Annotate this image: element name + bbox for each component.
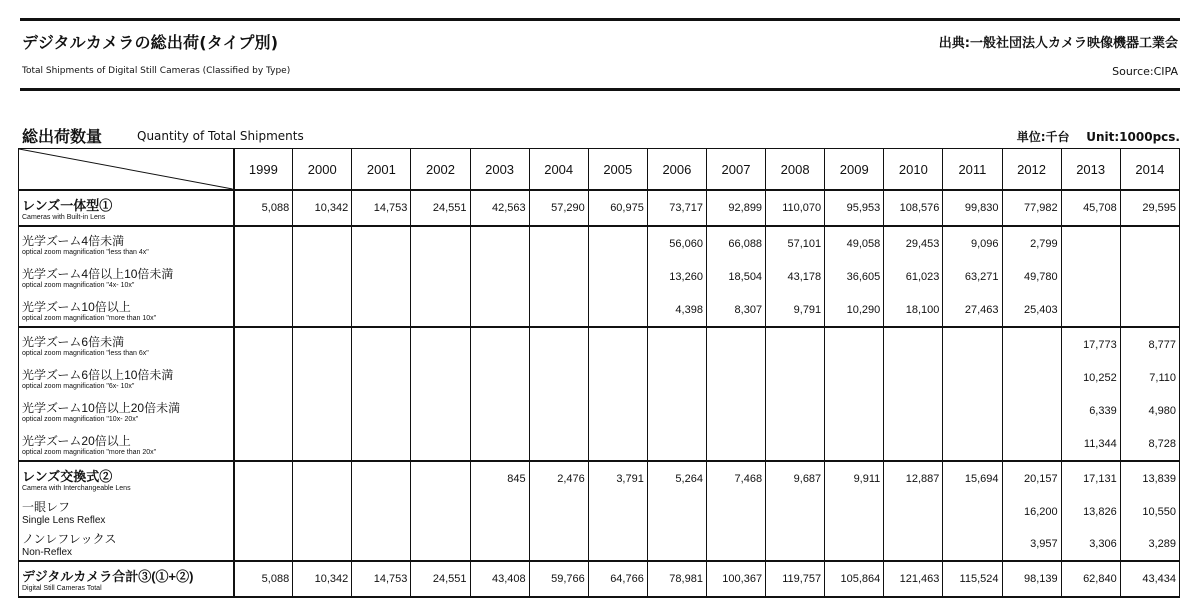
table-cell (470, 361, 529, 394)
table-cell (470, 226, 529, 260)
source-jp: 出典:一般社団法人カメラ映像機器工業会 (938, 36, 1178, 51)
row-label (19, 461, 234, 496)
table-cell: 11,344 (1061, 427, 1120, 461)
table-cell (234, 496, 293, 528)
year-header: 2004 (529, 149, 588, 191)
table-cell (529, 394, 588, 427)
table-cell (234, 528, 293, 561)
table-cell: 27,463 (943, 293, 1002, 327)
table-cell (411, 361, 470, 394)
table-cell: 10,550 (1120, 496, 1179, 528)
row-label-jp: レンズ交換式② (22, 469, 113, 484)
table-cell (647, 496, 706, 528)
table-cell (234, 361, 293, 394)
table-cell: 3,791 (588, 461, 647, 496)
table-cell (470, 394, 529, 427)
table-cell: 43,434 (1120, 561, 1179, 597)
table-cell (352, 427, 411, 461)
row-label-jp: 一眼レフ (22, 500, 71, 514)
table-cell (884, 327, 943, 361)
row-label-jp: デジタルカメラ合計③(①+②) (22, 569, 194, 584)
table-cell (352, 327, 411, 361)
table-cell (293, 427, 352, 461)
table-cell (411, 427, 470, 461)
table-cell (470, 293, 529, 327)
table-cell (647, 394, 706, 427)
table-cell (588, 260, 647, 293)
table-cell (1002, 361, 1061, 394)
table-cell (352, 361, 411, 394)
year-header: 2002 (411, 149, 470, 191)
table-cell (1002, 394, 1061, 427)
table-cell: 57,101 (766, 226, 825, 260)
table-cell: 4,980 (1120, 394, 1179, 427)
table-cell (647, 327, 706, 361)
row-label (19, 528, 234, 561)
table-cell (293, 461, 352, 496)
table-cell (411, 496, 470, 528)
year-header: 2005 (588, 149, 647, 191)
table-cell: 29,453 (884, 226, 943, 260)
year-header: 2012 (1002, 149, 1061, 191)
table-cell: 95,953 (825, 190, 884, 226)
row-label-en: Cameras with Built-in Lens (22, 214, 106, 221)
row-zoom-gt20x (19, 427, 1180, 461)
table-cell (766, 528, 825, 561)
table-cell: 16,200 (1002, 496, 1061, 528)
table-cell (588, 361, 647, 394)
table-cell (766, 427, 825, 461)
table-cell (588, 496, 647, 528)
table-cell: 49,058 (825, 226, 884, 260)
row-zoom-10x-20x (19, 394, 1180, 427)
table-cell (470, 260, 529, 293)
table-cell (529, 226, 588, 260)
table-cell (1002, 427, 1061, 461)
year-header-row (19, 149, 1180, 191)
table-cell (943, 327, 1002, 361)
row-label-en: optical zoom magnification "more than 20x" (22, 448, 157, 456)
row-label-en: optical zoom magnification "6x- 10x" (22, 382, 135, 390)
table-cell (825, 528, 884, 561)
table-cell (234, 260, 293, 293)
table-cell: 121,463 (884, 561, 943, 597)
table-cell: 29,595 (1120, 190, 1179, 226)
table-cell: 18,504 (706, 260, 765, 293)
row-label (19, 327, 234, 361)
row-label (19, 260, 234, 293)
row-label (19, 561, 234, 597)
table-cell: 13,826 (1061, 496, 1120, 528)
table-cell (529, 496, 588, 528)
table-cell: 108,576 (884, 190, 943, 226)
table-cell: 10,290 (825, 293, 884, 327)
table-cell: 2,476 (529, 461, 588, 496)
row-label-jp: 光学ズーム20倍以上 (22, 433, 131, 448)
table-cell (884, 427, 943, 461)
table-cell (293, 361, 352, 394)
table-cell: 110,070 (766, 190, 825, 226)
row-label-en: optical zoom magnification "less than 4x" (22, 248, 149, 256)
table-cell (293, 327, 352, 361)
unit-jp: 単位:千台 (1016, 130, 1070, 144)
table-cell (588, 427, 647, 461)
table-cell: 100,367 (706, 561, 765, 597)
table-cell (825, 361, 884, 394)
table-cell: 92,899 (706, 190, 765, 226)
table-cell (411, 260, 470, 293)
row-label-en: Camera with Interchangeable Lens (22, 485, 131, 492)
row-label-jp: 光学ズーム4倍未満 (22, 233, 125, 248)
row-zoom-lt6x (19, 327, 1180, 361)
table-cell (706, 528, 765, 561)
table-cell (1061, 260, 1120, 293)
table-cell: 36,605 (825, 260, 884, 293)
row-label-jp: 光学ズーム10倍以上20倍未満 (22, 400, 181, 415)
table-cell: 61,023 (884, 260, 943, 293)
table-cell: 12,887 (884, 461, 943, 496)
table-cell (1061, 293, 1120, 327)
table-cell: 15,694 (943, 461, 1002, 496)
table-cell (352, 260, 411, 293)
year-header: 2006 (647, 149, 706, 191)
table-cell (884, 528, 943, 561)
row-non-reflex (19, 528, 1180, 561)
table-cell (293, 528, 352, 561)
year-header: 2000 (293, 149, 352, 191)
table-cell (825, 427, 884, 461)
row-label-jp: 光学ズーム4倍以上10倍未満 (22, 266, 174, 281)
table-cell (352, 293, 411, 327)
row-label-en: Non-Reflex (22, 547, 73, 558)
row-label (19, 190, 234, 226)
year-header: 2014 (1120, 149, 1179, 191)
table-cell (411, 293, 470, 327)
table-cell: 3,957 (1002, 528, 1061, 561)
table-cell: 43,178 (766, 260, 825, 293)
table-cell: 99,830 (943, 190, 1002, 226)
row-zoom-4x-10x (19, 260, 1180, 293)
table-cell (1061, 226, 1120, 260)
table-cell (234, 327, 293, 361)
table-cell: 9,791 (766, 293, 825, 327)
table-cell: 9,096 (943, 226, 1002, 260)
table-cell (411, 327, 470, 361)
table-cell (884, 394, 943, 427)
table-cell: 24,551 (411, 561, 470, 597)
table-cell: 8,307 (706, 293, 765, 327)
year-header: 2013 (1061, 149, 1120, 191)
table-cell: 77,982 (1002, 190, 1061, 226)
table-cell: 57,290 (529, 190, 588, 226)
shipments-table (18, 148, 1180, 598)
table-cell: 5,264 (647, 461, 706, 496)
table-cell (588, 293, 647, 327)
table-cell (588, 394, 647, 427)
row-single-lens-reflex (19, 496, 1180, 528)
table-cell (943, 496, 1002, 528)
row-label-en: optical zoom magnification "4x- 10x" (22, 281, 135, 289)
table-cell (706, 327, 765, 361)
table-cell: 78,981 (647, 561, 706, 597)
table-cell (943, 361, 1002, 394)
table-cell (293, 226, 352, 260)
table-cell (825, 394, 884, 427)
table-cell: 9,687 (766, 461, 825, 496)
table-cell (766, 361, 825, 394)
table-cell: 8,728 (1120, 427, 1179, 461)
row-label-jp: 光学ズーム10倍以上 (22, 299, 131, 314)
table-cell (411, 461, 470, 496)
year-header: 2008 (766, 149, 825, 191)
table-cell (647, 361, 706, 394)
table-cell: 20,157 (1002, 461, 1061, 496)
table-cell (352, 394, 411, 427)
corner-cell (19, 149, 234, 191)
table-cell (293, 260, 352, 293)
table-cell (825, 327, 884, 361)
table-cell (588, 528, 647, 561)
row-label (19, 427, 234, 461)
table-cell: 7,468 (706, 461, 765, 496)
year-header: 2009 (825, 149, 884, 191)
row-label (19, 226, 234, 260)
table-cell (766, 327, 825, 361)
unit-label (1017, 128, 1180, 145)
table-cell (1120, 293, 1179, 327)
page-title-jp: デジタルカメラの総出荷(タイプ別) (22, 33, 279, 52)
year-header: 1999 (234, 149, 293, 191)
row-interchangeable-lens (19, 461, 1180, 496)
table-cell: 13,260 (647, 260, 706, 293)
table-cell: 17,131 (1061, 461, 1120, 496)
table-cell (588, 327, 647, 361)
row-label-jp: 光学ズーム6倍未満 (22, 334, 125, 349)
table-cell: 24,551 (411, 190, 470, 226)
table-cell (943, 528, 1002, 561)
table-cell (706, 394, 765, 427)
source-en: Source:CIPA (1112, 65, 1178, 78)
row-label-jp: 光学ズーム6倍以上10倍未満 (22, 367, 174, 382)
table-cell (470, 427, 529, 461)
section-title-jp: 総出荷数量 (22, 127, 103, 146)
table-cell (529, 260, 588, 293)
table-cell (647, 528, 706, 561)
table-cell (884, 361, 943, 394)
table-cell: 8,777 (1120, 327, 1179, 361)
table-cell (529, 528, 588, 561)
table-cell (352, 226, 411, 260)
table-cell (1120, 260, 1179, 293)
table-cell: 10,342 (293, 561, 352, 597)
table-cell: 119,757 (766, 561, 825, 597)
table-cell (1002, 327, 1061, 361)
table-cell: 43,408 (470, 561, 529, 597)
row-label-en: optical zoom magnification "10x- 20x" (22, 415, 139, 423)
table-cell (706, 361, 765, 394)
table-cell (234, 394, 293, 427)
table-cell: 115,524 (943, 561, 1002, 597)
table-cell: 59,766 (529, 561, 588, 597)
table-cell (352, 461, 411, 496)
table-cell: 98,139 (1002, 561, 1061, 597)
table-cell: 10,342 (293, 190, 352, 226)
table-cell: 3,289 (1120, 528, 1179, 561)
top-rule (20, 18, 1180, 21)
table-cell (411, 528, 470, 561)
table-cell: 49,780 (1002, 260, 1061, 293)
table-cell (825, 496, 884, 528)
row-label-jp: ノンレフレックス (22, 532, 117, 546)
row-zoom-gt10x (19, 293, 1180, 327)
diagonal-line (19, 149, 233, 189)
row-zoom-6x-10x (19, 361, 1180, 394)
table-cell (529, 293, 588, 327)
table-cell: 64,766 (588, 561, 647, 597)
table-cell: 60,975 (588, 190, 647, 226)
table-cell: 9,911 (825, 461, 884, 496)
table-cell (411, 394, 470, 427)
table-cell: 3,306 (1061, 528, 1120, 561)
table-cell (470, 528, 529, 561)
row-label-en: Single Lens Reflex (22, 515, 106, 526)
table-cell: 4,398 (647, 293, 706, 327)
table-cell (766, 394, 825, 427)
unit-en: Unit:1000pcs. (1086, 130, 1180, 144)
table-cell: 10,252 (1061, 361, 1120, 394)
row-label (19, 293, 234, 327)
table-cell: 62,840 (1061, 561, 1120, 597)
table-cell: 6,339 (1061, 394, 1120, 427)
table-cell: 105,864 (825, 561, 884, 597)
year-header: 2010 (884, 149, 943, 191)
page-title-en: Total Shipments of Digital Still Cameras (Classified by Type) (22, 66, 291, 76)
table-cell (529, 327, 588, 361)
table-cell: 66,088 (706, 226, 765, 260)
table-cell: 14,753 (352, 561, 411, 597)
table-cell (884, 496, 943, 528)
table-cell (411, 226, 470, 260)
table-cell (293, 293, 352, 327)
table-cell (529, 427, 588, 461)
row-label-en: optical zoom magnification "less than 6x" (22, 349, 149, 357)
table-cell: 5,088 (234, 561, 293, 597)
table-cell (234, 293, 293, 327)
table-cell: 14,753 (352, 190, 411, 226)
table-cell (293, 496, 352, 528)
table-cell (943, 427, 1002, 461)
row-label (19, 394, 234, 427)
year-header: 2011 (943, 149, 1002, 191)
table-cell: 17,773 (1061, 327, 1120, 361)
row-zoom-lt4x (19, 226, 1180, 260)
table-cell (234, 461, 293, 496)
year-header: 2007 (706, 149, 765, 191)
table-cell (588, 226, 647, 260)
table-cell (706, 496, 765, 528)
table-cell (352, 496, 411, 528)
row-label-en: optical zoom magnification "more than 10x" (22, 314, 157, 322)
table-cell (293, 394, 352, 427)
table-cell (234, 226, 293, 260)
table-cell (943, 394, 1002, 427)
row-label-jp: レンズ一体型① (22, 198, 113, 213)
table-cell: 73,717 (647, 190, 706, 226)
section-title-en: Quantity of Total Shipments (137, 129, 304, 143)
table-cell: 63,271 (943, 260, 1002, 293)
table-cell (470, 496, 529, 528)
table-cell: 56,060 (647, 226, 706, 260)
table-cell: 5,088 (234, 190, 293, 226)
header-bottom-rule (20, 88, 1180, 91)
table-cell: 2,799 (1002, 226, 1061, 260)
table-cell: 7,110 (1120, 361, 1179, 394)
row-total (19, 561, 1180, 597)
table-cell (706, 427, 765, 461)
row-built-in-lens (19, 190, 1180, 226)
year-header: 2003 (470, 149, 529, 191)
table-cell: 13,839 (1120, 461, 1179, 496)
table-cell (1120, 226, 1179, 260)
table-cell: 845 (470, 461, 529, 496)
table-cell: 25,403 (1002, 293, 1061, 327)
year-header: 2001 (352, 149, 411, 191)
row-label (19, 361, 234, 394)
table-cell (470, 327, 529, 361)
table-cell: 18,100 (884, 293, 943, 327)
table-cell (766, 496, 825, 528)
row-label (19, 496, 234, 528)
row-label-en: Digital Still Cameras Total (22, 585, 102, 592)
table-cell (234, 427, 293, 461)
table-cell (529, 361, 588, 394)
table-cell (352, 528, 411, 561)
table-cell: 42,563 (470, 190, 529, 226)
table-cell (647, 427, 706, 461)
table-cell: 45,708 (1061, 190, 1120, 226)
